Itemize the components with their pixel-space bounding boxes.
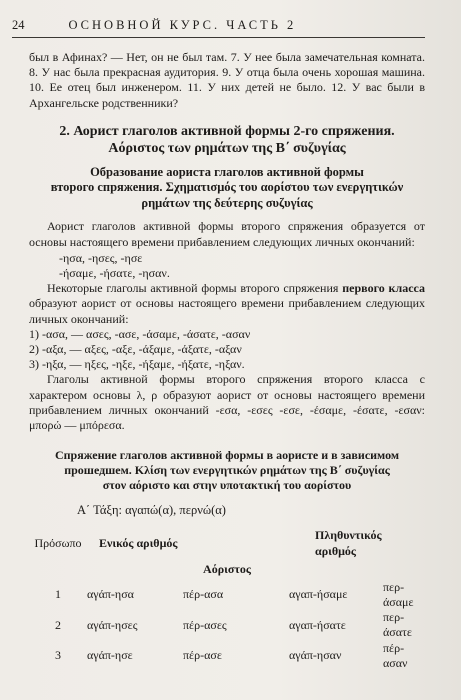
subtitle-line2: второго спряжения. Σχηματισμός του αορίστου των ενεργητικών [50,180,404,195]
p2-text-after: образуют аорист от основы настоящего времени прибавлением следующих личных окончаний: [29,296,425,326]
person-cell: 3 [55,648,61,663]
p2-text-before: Некоторые глаголы активной формы второго спряжения [47,281,343,296]
person-cell: 2 [55,617,61,632]
conj-title-line1: Спряжение глаголов активной формы в аористе и в зависимом [54,448,400,463]
section-title-line1: 2. Аорист глаголов активной формы 2-го спряжения. [59,123,395,139]
endings-line1: -ησα, -ησες, -ησε [59,250,143,265]
class-endings-3: 3) -ηξα, — ηξες, -ηξε, -ήξαμε, -ήξατε, -ηξαν. [29,357,245,372]
header-singular: Ενικός αριθμός [99,535,178,550]
header-person: Πρόσωπο [34,535,82,550]
page-number: 24 [12,18,25,32]
conjugation-title [29,448,425,493]
running-title: ОСНОВНОЙ КУРС. ЧАСТЬ 2 [68,18,297,32]
class-endings-2: 2) -αξα, — αξες, -αξε, -άξαμε, -άξατε, -αξαν [29,341,242,356]
conj-title-line2: прошедшем. Κλίση των ενεργητικών ρημάτων της Β΄ συζυγίας [64,463,390,478]
header-plural: Πληθυντικός αριθμός [315,528,382,558]
class-endings-list [29,327,425,373]
tense-row [29,559,425,580]
singular-cell: πέρ-ασε [183,648,222,663]
p2-bold-text: первого класса [342,281,425,296]
section-subtitle [29,165,425,212]
person-cell: 1 [55,587,61,602]
singular-cell: πέρ-ασα [183,587,224,602]
tense-label: Αόριστος [203,561,251,576]
subtitle-line3: ρημάτων της δεύτερης συζυγίας [141,195,313,210]
subtitle-line1: Образование аориста глаголов активной формы [90,164,364,179]
table-header-row [29,528,425,558]
plural-cell: αγάπ-ησαν [289,648,342,663]
table-row [29,610,425,640]
singular-cell: αγάπ-ησα [87,587,134,602]
section-title [29,123,425,157]
singular-cell: πέρ-ασες [183,617,227,632]
endings-line2: -ήσαμε, -ήσατε, -ησαν. [59,265,170,280]
singular-cell: αγάπ-ησες [87,617,138,632]
conjugation-table [29,528,425,671]
singular-cell: αγάπ-ησε [87,648,133,663]
endings-list [59,251,425,281]
intro-paragraph: был в Афинах? — Нет, он не был там. 7. У нее была замечательная комната. 8. У нас была прекрасная аудитория. 9. У отца была очень хорошая машина. 10. Ее отец был инженером. 11. У них детей не было. 12. У вас были в Архангельске родственники? [29,50,425,110]
plural-cell: περ-άσατε [383,610,412,640]
paragraph-second-class: Глаголы активной формы второго спряжения второго класса с характером основы λ, ρ образуют аорист от основы настоящего времени прибавлением личных окончаний -εσα, -εσες -εσε, -έσαμε, -έσατε, -εσαν: μπορώ — μπόρεσα. [29,372,425,432]
running-header [12,18,425,33]
class-subhead: Α΄ Τάξη: αγαπώ(α), περνώ(α) [77,503,226,518]
header-rule [12,37,425,38]
plural-cell: αγαπ-ήσατε [289,617,346,632]
plural-cell: περ-άσαμε [383,579,414,609]
table-row [29,580,425,610]
paragraph-first-class [29,281,425,327]
plural-cell: αγαπ-ήσαμε [289,587,348,602]
class-endings-1: 1) -ασα, — ασες, -ασε, -άσαμε, -άσατε, -ασαν [29,326,251,341]
plural-cell: πέρ-ασαν [383,640,408,670]
paragraph-formation: Аорист глаголов активной формы второго спряжения образуется от основы настоящего времени прибавлением следующих личных окончаний: [29,219,425,249]
conj-title-line3: στον αόριστο και στην υποτακτική του αορίστου [102,478,352,493]
section-title-line2: Αόριστος των ρημάτων της Β΄ συζυγίας [108,140,346,156]
page-body [29,50,425,671]
table-row [29,641,425,671]
